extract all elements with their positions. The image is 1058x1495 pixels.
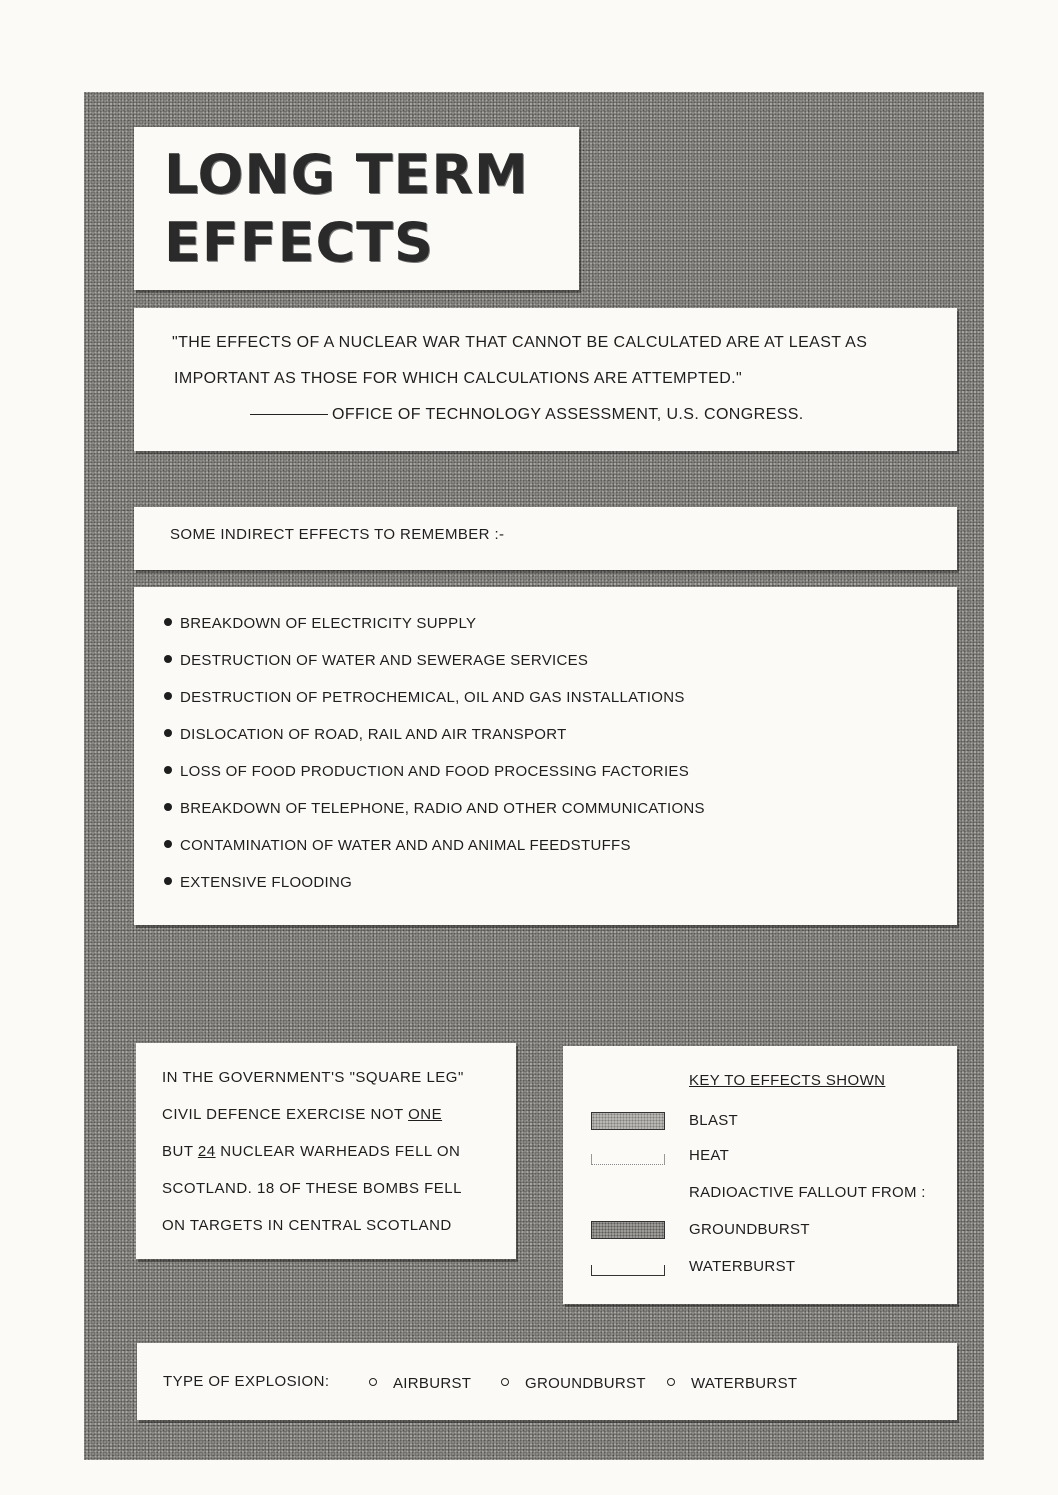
- indirect-effects-list: [164, 613, 705, 909]
- bullet-icon: [164, 840, 172, 848]
- square-leg-line-2: CIVIL DEFENCE EXERCISE NOT ONE: [162, 1106, 443, 1123]
- bullet-icon: [164, 803, 172, 811]
- key-groundburst-label: GROUNDBURST: [689, 1221, 810, 1238]
- blast-swatch-icon: [591, 1112, 665, 1130]
- title-line-2: EFFECTS: [164, 211, 434, 274]
- key-panel: [563, 1046, 957, 1304]
- square-leg-line-1: IN THE GOVERNMENT'S "SQUARE LEG": [162, 1069, 464, 1086]
- title-panel: [134, 127, 579, 290]
- airburst-option: AIRBURST: [369, 1375, 471, 1392]
- list-item: LOSS OF FOOD PRODUCTION AND FOOD PROCESSING FACTORIES: [164, 761, 705, 798]
- ring-icon: [369, 1378, 377, 1386]
- bullet-icon: [164, 877, 172, 885]
- list-item: DESTRUCTION OF WATER AND SEWERAGE SERVICES: [164, 650, 705, 687]
- ring-icon: [667, 1378, 675, 1386]
- key-fallout-label: RADIOACTIVE FALLOUT FROM :: [689, 1184, 926, 1201]
- page-title: [164, 141, 529, 277]
- waterburst-swatch-icon: [591, 1265, 665, 1276]
- quote-line-2: IMPORTANT AS THOSE FOR WHICH CALCULATIONS ARE ATTEMPTED.": [174, 370, 743, 387]
- groundburst-swatch-icon: [591, 1221, 665, 1239]
- key-title: KEY TO EFFECTS SHOWN: [689, 1072, 886, 1089]
- attribution-text: OFFICE OF TECHNOLOGY ASSESSMENT, U.S. CONGRESS.: [332, 406, 804, 423]
- explosion-type-panel: [137, 1343, 957, 1420]
- list-item: CONTAMINATION OF WATER AND AND ANIMAL FEEDSTUFFS: [164, 835, 705, 872]
- waterburst-option: WATERBURST: [667, 1375, 797, 1392]
- square-leg-line-5: ON TARGETS IN CENTRAL SCOTLAND: [162, 1217, 452, 1234]
- attribution-dash: [250, 414, 328, 415]
- quote-line-1: "THE EFFECTS OF A NUCLEAR WAR THAT CANNOT BE CALCULATED ARE AT LEAST AS: [172, 334, 868, 351]
- ring-icon: [501, 1378, 509, 1386]
- list-item: BREAKDOWN OF TELEPHONE, RADIO AND OTHER COMMUNICATIONS: [164, 798, 705, 835]
- bullet-icon: [164, 766, 172, 774]
- indirect-effects-heading: SOME INDIRECT EFFECTS TO REMEMBER :-: [170, 526, 505, 543]
- bullet-icon: [164, 692, 172, 700]
- square-leg-line-4: SCOTLAND. 18 OF THESE BOMBS FELL: [162, 1180, 462, 1197]
- list-item: EXTENSIVE FLOODING: [164, 872, 705, 909]
- bullet-icon: [164, 618, 172, 626]
- indirect-effects-heading-panel: [134, 507, 957, 570]
- explosion-type-label: TYPE OF EXPLOSION:: [163, 1373, 330, 1390]
- square-leg-line-3: BUT 24 NUCLEAR WARHEADS FELL ON: [162, 1143, 461, 1160]
- square-leg-panel: [136, 1043, 516, 1259]
- bullet-icon: [164, 729, 172, 737]
- list-item: DESTRUCTION OF PETROCHEMICAL, OIL AND GAS INSTALLATIONS: [164, 687, 705, 724]
- key-heat-label: HEAT: [689, 1147, 730, 1164]
- heat-swatch-icon: [591, 1154, 665, 1165]
- bullet-icon: [164, 655, 172, 663]
- indirect-effects-panel: [134, 587, 957, 925]
- list-item: BREAKDOWN OF ELECTRICITY SUPPLY: [164, 613, 705, 650]
- quote-panel: [134, 308, 957, 451]
- title-line-1: LONG TERM: [164, 143, 529, 206]
- key-waterburst-label: WATERBURST: [689, 1258, 796, 1275]
- key-blast-label: BLAST: [689, 1112, 739, 1129]
- list-item: DISLOCATION OF ROAD, RAIL AND AIR TRANSPORT: [164, 724, 705, 761]
- groundburst-option: GROUNDBURST: [501, 1375, 646, 1392]
- quote-attribution: [250, 406, 804, 424]
